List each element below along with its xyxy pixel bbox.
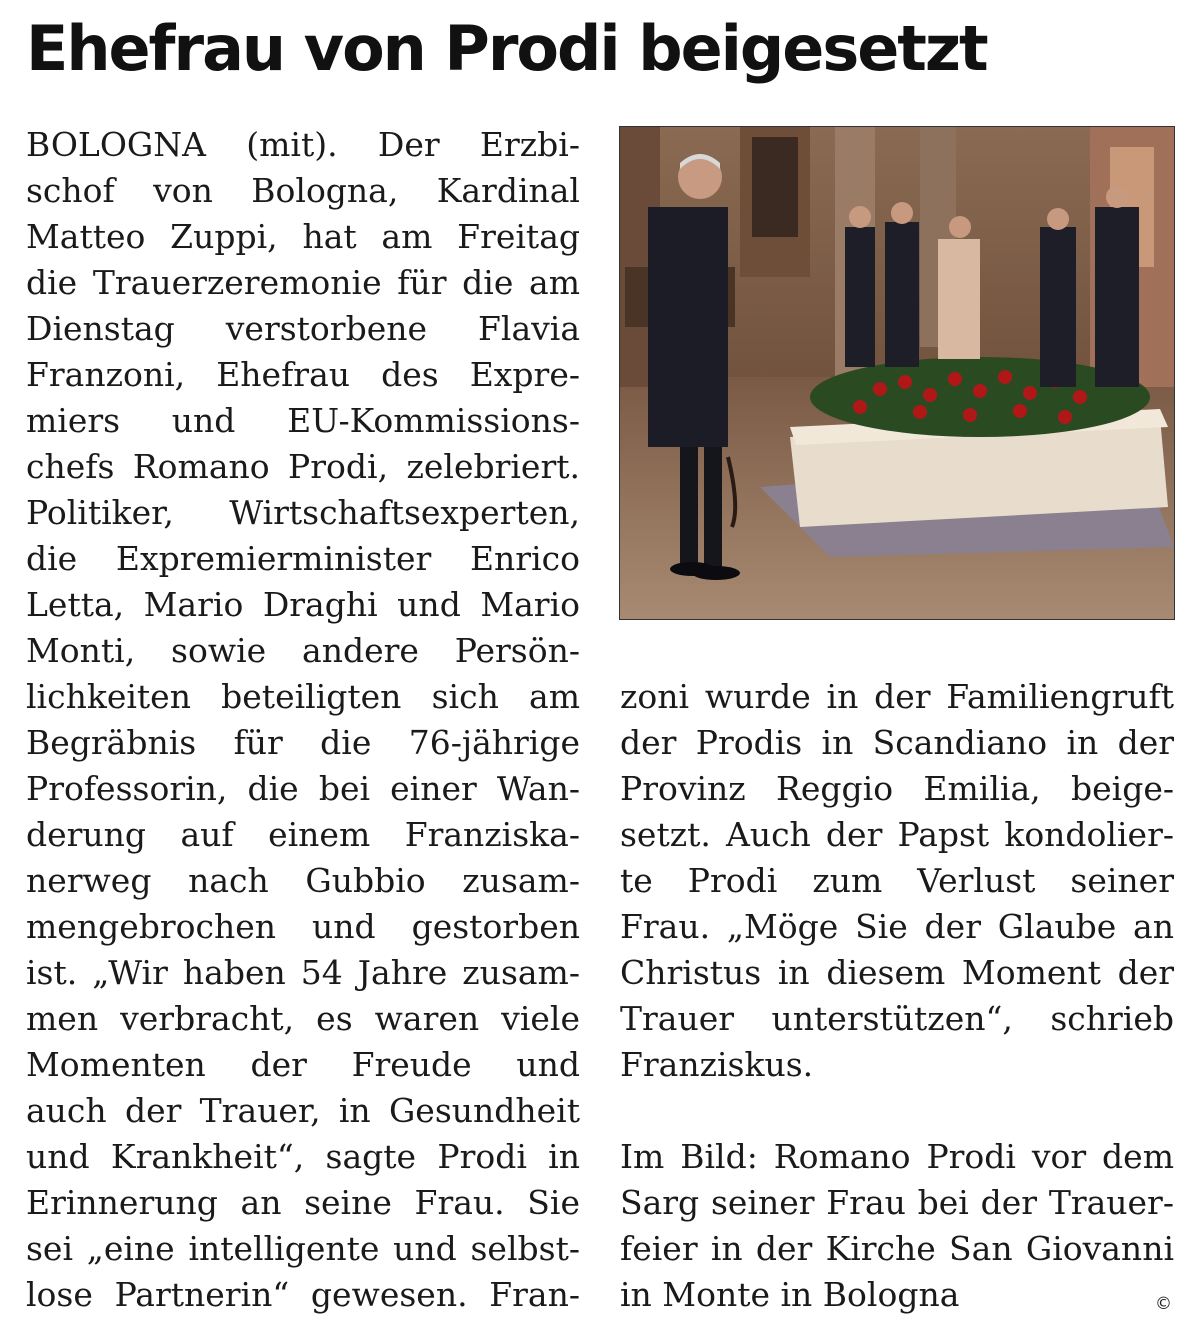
caption-line: Sarg seiner Frau bei der Trauer- <box>620 1183 1174 1222</box>
right-line: Provinz Reggio Emilia, beige- <box>620 769 1174 808</box>
paragraph-gap <box>620 1088 1174 1134</box>
church-funeral-photo-icon <box>620 127 1174 619</box>
caption-line: in Monte in Bologna <box>620 1275 960 1314</box>
right-line: Trauer unterstützen“, schrieb <box>620 999 1174 1038</box>
caption-line: Im Bild: Romano Prodi vor dem <box>620 1137 1174 1176</box>
left-line: die Expremierminister Enrico <box>26 539 580 578</box>
caption-line: feier in der Kirche San Giovanni <box>620 1229 1174 1268</box>
left-line: ist. „Wir haben 54 Jahre zusam- <box>26 953 580 992</box>
left-line: Matteo Zuppi, hat am Freitag <box>26 217 580 256</box>
left-line: nerweg nach Gubbio zusam- <box>26 861 580 900</box>
right-line: Christus in diesem Moment der <box>620 953 1174 992</box>
left-line: Franzoni, Ehefrau des Expre- <box>26 355 580 394</box>
headline: Ehefrau von Prodi beigesetzt <box>26 12 987 85</box>
left-line: Begräbnis für die 76-jährige <box>26 723 580 762</box>
left-line: lichkeiten beteiligten sich am <box>26 677 580 716</box>
left-line: mengebrochen und gestorben <box>26 907 580 946</box>
left-line: derung auf einem Franziska- <box>26 815 580 854</box>
article-body-left <box>26 122 580 1318</box>
left-line: miers und EU-Kommissions- <box>26 401 580 440</box>
left-line: Monti, sowie andere Persön- <box>26 631 580 670</box>
left-line: schof von Bologna, Kardinal <box>26 171 580 210</box>
left-line: Momenten der Freude und <box>26 1045 580 1084</box>
left-line: lose Partnerin“ gewesen. Fran- <box>26 1275 580 1314</box>
left-line: BOLOGNA (mit). Der Erzbi- <box>26 125 580 164</box>
funeral-photo <box>619 126 1175 620</box>
left-line: Politiker, Wirtschaftsexperten, <box>26 493 580 532</box>
right-line: Frau. „Möge Sie der Glaube an <box>620 907 1174 946</box>
left-line: men verbracht, es waren viele <box>26 999 580 1038</box>
left-line: Professorin, die bei einer Wan- <box>26 769 580 808</box>
left-line: auch der Trauer, in Gesundheit <box>26 1091 580 1130</box>
left-line: und Krankheit“, sagte Prodi in <box>26 1137 580 1176</box>
article-body-right <box>620 674 1174 1318</box>
left-line: die Trauerzeremonie für die am <box>26 263 580 302</box>
right-line: der Prodis in Scandiano in der <box>620 723 1174 762</box>
right-line: zoni wurde in der Familiengruft <box>620 677 1174 716</box>
right-line: Franziskus. <box>620 1045 814 1084</box>
left-line: Letta, Mario Draghi und Mario <box>26 585 580 624</box>
right-line: te Prodi zum Verlust seiner <box>620 861 1174 900</box>
left-line: chefs Romano Prodi, zelebriert. <box>26 447 580 486</box>
right-line: setzt. Auch der Papst kondolier- <box>620 815 1174 854</box>
left-line: sei „eine intelligente und selbst- <box>26 1229 580 1268</box>
copyright-mark: © <box>1155 1294 1172 1314</box>
left-line: Erinnerung an seine Frau. Sie <box>26 1183 580 1222</box>
left-line: Dienstag verstorbene Flavia <box>26 309 580 348</box>
